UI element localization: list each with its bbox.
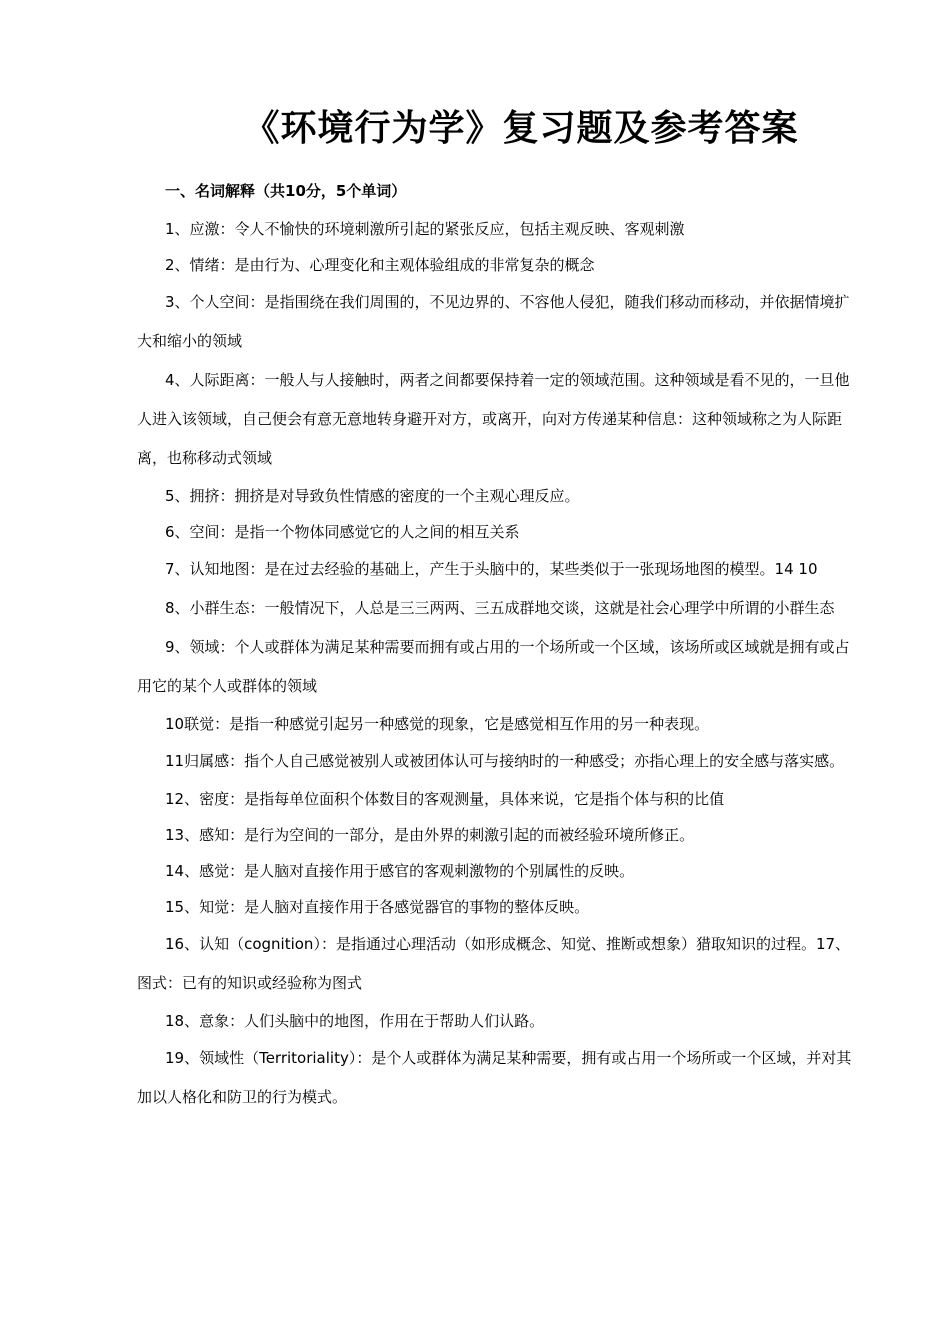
definition-item: 13、感知：是行为空间的一部分，是由外界的刺激引起的而被经验环境所修正。 <box>165 826 695 844</box>
definition-item: 12、密度：是指每单位面积个体数目的客观测量，具体来说，它是指个体与积的比值 <box>165 790 725 808</box>
definition-item: 10联觉：是指一种感觉引起另一种感觉的现象，它是感觉相互作用的另一种表现。 <box>165 715 710 733</box>
definition-item: 16、认知（cognition）：是指通过心理活动（如形成概念、知觉、推断或想象）猎取知识的过程。17、图式：已有的知识或经验称为图式 <box>137 935 851 992</box>
definition-item: 19、领域性（Territoriality）：是个人或群体为满足某种需要，拥有或占用一个场所或一个区域，并对其加以人格化和防卫的行为模式。 <box>137 1049 852 1106</box>
definition-item: 3、个人空间：是指围绕在我们周围的，不见边界的、不容他人侵犯，随我们移动而移动，并依据情境扩大和缩小的领域 <box>137 293 850 350</box>
definition-item: 9、领域：个人或群体为满足某种需要而拥有或占用的一个场所或一个区域，该场所或区域就是拥有或占用它的某个人或群体的领域 <box>137 638 850 695</box>
page-title: 《环境行为学》复习题及参考答案 <box>243 107 799 149</box>
definition-item: 5、拥挤：拥挤是对导致负性情感的密度的一个主观心理反应。 <box>165 487 580 505</box>
definition-item: 2、情绪：是由行为、心理变化和主观体验组成的非常复杂的概念 <box>165 256 595 274</box>
definition-item: 7、认知地图：是在过去经验的基础上，产生于头脑中的，某些类似于一张现场地图的模型。14 10 <box>165 560 818 578</box>
definition-item: 11归属感：指个人自己感觉被别人或被团体认可与接纳时的一种感受；亦指心理上的安全感与落实感。 <box>165 752 845 770</box>
document-body <box>137 176 859 1117</box>
definition-item: 4、人际距离：一般人与人接触时，两者之间都要保持着一定的领域范围。这种领域是看不见的，一旦他人进入该领域，自己便会有意无意地转身避开对方，或离开，向对方传递某种信息：这种领域称之为人际距离，也称移动式领域 <box>137 371 850 467</box>
definition-item: 6、空间：是指一个物体同感觉它的人之间的相互关系 <box>165 523 520 541</box>
definition-item: 15、知觉：是人脑对直接作用于各感觉器官的事物的整体反映。 <box>165 898 590 916</box>
section-heading: 一、名词解释（共10分，5个单词） <box>165 182 407 200</box>
definition-item: 1、应激：令人不愉快的环境刺激所引起的紧张反应，包括主观反映、客观刺激 <box>165 220 685 238</box>
definition-item: 8、小群生态：一般情况下，人总是三三两两、三五成群地交谈，这就是社会心理学中所谓的小群生态 <box>165 599 835 617</box>
definition-item: 18、意象：人们头脑中的地图，作用在于帮助人们认路。 <box>165 1012 545 1030</box>
definition-item: 14、感觉：是人脑对直接作用于感官的客观刺激物的个别属性的反映。 <box>165 862 635 880</box>
